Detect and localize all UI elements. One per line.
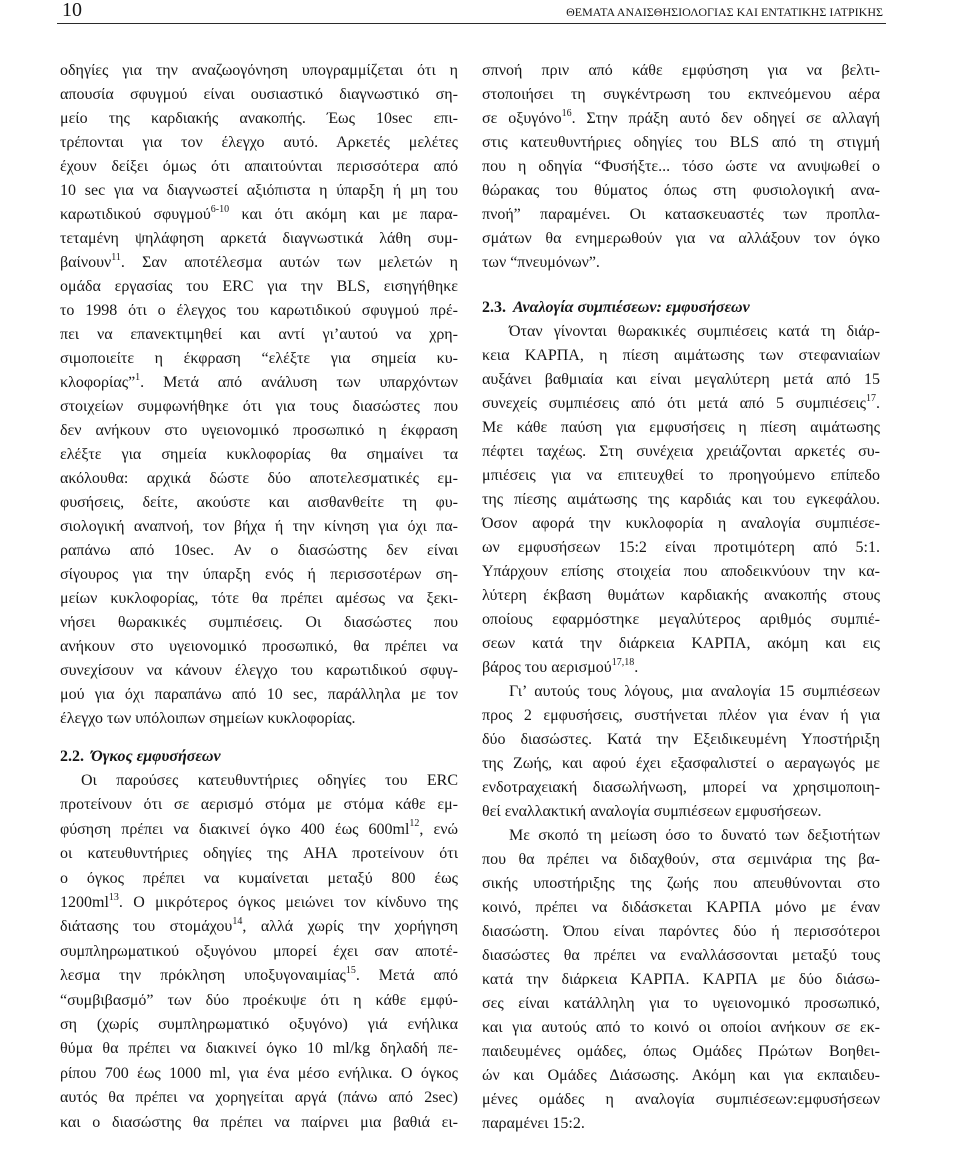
section-title: Όγκος εμφυσήσεων — [91, 748, 221, 765]
reference-superscript: 12 — [409, 818, 420, 830]
running-header: ΘΕΜΑΤΑ ΑΝΑΙΣΘΗΣΙΟΛΟΓΙΑΣ ΚΑΙ ΕΝΤΑΤΙΚΗΣ ΙΑΤΡΙΚΗΣ — [566, 5, 883, 19]
reference-superscript: 17 — [866, 392, 876, 404]
text-line: έλεγχο των υπόλοιπων σημείων κυκλοφορίας. — [60, 710, 356, 727]
text-line: σιολογική αναπνοή, τον βήχα ή την κίνηση για όχι πα- — [60, 518, 458, 535]
text-segment: σε οξυγόνο — [482, 110, 562, 127]
text-line — [60, 818, 458, 842]
text-line: στοποιήσει τη συγκέντρωση του εκπνεόμενου αέρα — [482, 86, 880, 103]
section-title: Αναλογία συμπιέσεων: εμφυσήσεων — [513, 299, 750, 316]
text-line: ων εμφυσήσεων 15:2 είναι προτιμότερη από 5:1. — [482, 539, 880, 556]
text-line: και ο διασώστης θα πρέπει να παίρνει μια βαθιά ει- — [60, 1113, 458, 1131]
text-line: σμάτων θα ενημερωθούν για να αλλάξουν τον όγκο — [482, 230, 880, 247]
text-line: Με κάθε παύση για εμφυσήσεις η πίεση αιμάτωσης — [482, 419, 880, 436]
text-line: Όσον αφορά την κυκλοφορία η αναλογία συμπιέσε- — [482, 515, 880, 532]
text-segment: . Μετά από ανάλυση των υπαρχόντων — [140, 374, 458, 391]
text-line — [60, 964, 458, 988]
text-line: δύο διασώστες. Κατά την Εξειδικευμένη Υποστήριξη — [482, 731, 880, 748]
text-line: της πίεσης αιμάτωσης της καρδιάς και του εγκεφάλου. — [482, 491, 880, 508]
text-line: μού για όχι παραπάνω από 10 sec, παράλληλα με τον — [60, 686, 458, 703]
text-line: “συμβιβασμό” των δύο προέκυψε ότι η κάθε εμφύ- — [60, 991, 458, 1009]
text-line: οδηγίες για την αναζωογόνηση υπογραμμίζεται ότι η — [60, 62, 458, 79]
text-line: σεων κατά την διάρκεια ΚΑΡΠΑ, ακόμη και εις — [482, 635, 880, 652]
text-line: ενδοτραχειακή διασωλήνωση, μπορεί να χρησιμοποιη- — [482, 779, 880, 796]
text-line: τεταμένη ψηλάφηση αρκετά διαγνωστικά λάθη συμ- — [60, 230, 458, 247]
section-heading — [60, 745, 458, 769]
text-line: έχουν δείξει όμως ότι απαιτούνται περισσότερα από — [60, 158, 458, 175]
paragraph — [482, 320, 880, 680]
text-line — [60, 251, 458, 275]
text-line: θύμα θα πρέπει να διακινεί όγκο 10 ml/kg δηλαδή πε- — [60, 1040, 458, 1058]
text-line: προτείνουν ότι σε αερισμό στόμα με στόμα κάθε εμ- — [60, 796, 458, 814]
text-line: Με σκοπό τη μείωση όσο το δυνατό των δεξιοτήτων — [509, 827, 880, 844]
text-segment: . Μετά από — [355, 967, 459, 985]
text-line — [60, 891, 458, 915]
text-line: κατά την διάρκεια ΚΑΡΠΑ. ΚΑΡΠΑ με δύο διάσω- — [482, 971, 880, 988]
text-line: πέφτει ταχέως. Στη συνέχεια χρειάζονται αρκετές συ- — [482, 443, 880, 460]
text-line: Όταν γίνονται θωρακικές συμπιέσεις κατά τη διάρ- — [509, 323, 880, 340]
left-column — [60, 59, 458, 1135]
text-line: θώρακας του θύματος όπως στη φυσιολογική ανα- — [482, 182, 880, 199]
text-line: των “πνευμόνων”. — [482, 254, 600, 271]
text-line: ελέξτε για σημεία κυκλοφορίας θα σημαίνει τα — [60, 446, 458, 463]
section-number: 2.2. — [60, 748, 84, 765]
text-line: Οι παρούσες κατευθυντήριες οδηγίες του ERC — [81, 772, 458, 789]
text-line: μείων κυκλοφορίας, τότε θα πρέπει αμέσως να ξεκι- — [60, 590, 458, 607]
text-line: σπνοή πριν από κάθε εμφύσηση για να βελτι- — [482, 62, 880, 79]
reference-superscript: 11 — [111, 251, 121, 263]
text-line: σικής υποστήριξης της ζωής που απευθύνονται στο — [482, 875, 880, 892]
text-line: παραμένει 15:2. — [482, 1115, 585, 1132]
text-line: μένες ομάδες η αναλογία συμπιέσεων:εμφυσήσεων — [482, 1091, 880, 1108]
paragraph — [482, 680, 880, 824]
text-segment: . Στην πράξη αυτό δεν οδηγεί σε αλλαγή — [571, 110, 881, 127]
text-line: Υπάρχουν επίσης στοιχεία που αποδεικνύουν την κα- — [482, 563, 880, 580]
reference-superscript: 13 — [108, 891, 119, 903]
text-line: στις κατευθυντήριες οδηγίες του BLS από τη στιγμή — [482, 134, 880, 151]
text-segment: βάρος του αερισμού — [482, 659, 612, 676]
text-line: που η οδηγία “Φυσήξτε... τόσο ώστε να ανυψωθεί ο — [482, 158, 880, 175]
text-line: φυσήσεις, δείτε, ακούστε και αισθανθείτε τη φυ- — [60, 494, 458, 511]
text-line: διασώστη. Όπου είναι παρόντες δύο ή περισσότεροι — [482, 923, 880, 940]
section-heading — [482, 296, 880, 320]
paragraph — [482, 824, 880, 1136]
text-line: ομάδα εργασίας του ERC για την BLS, εισηγήθηκε — [60, 278, 458, 295]
text-line — [60, 371, 458, 395]
text-segment: . — [634, 659, 639, 676]
text-segment: , ενώ — [419, 820, 459, 838]
text-line: Γι’ αυτούς τους λόγους, μια αναλογία 15 συμπιέσεων — [509, 683, 880, 700]
text-line: σες είναι κατάλληλη για το υγειονομικό προσωπικό, — [482, 995, 880, 1012]
text-line: θεί εναλλακτική αναλογία συμπιέσεων εμφυσήσεων. — [482, 803, 822, 820]
text-line: οι κατευθυντήριες οδηγίες της AHA προτείνουν ότι — [60, 845, 458, 863]
text-line: κεια ΚΑΡΠΑ, η πίεση αιμάτωσης των στεφανιαίων — [482, 347, 880, 364]
text-line: συμπληρωματικού οξυγόνου μπορεί έχει σαν αποτέ- — [60, 942, 458, 960]
text-segment: φύσηση πρέπει να διακινεί όγκο 400 έως 600ml — [60, 820, 410, 838]
paragraph — [60, 59, 458, 731]
text-line: ακόλουθα: αρχικά δώστε δύο αποτελεσματικές εμ- — [60, 470, 458, 487]
text-line: κοινό, πρέπει να διδάσκεται ΚΑΡΠΑ μόνο με έναν — [482, 899, 880, 916]
text-segment: βαίνουν — [60, 254, 112, 271]
text-line: ανήκουν στο υγειονομικό προσωπικό, θα πρέπει να — [60, 638, 458, 655]
text-line: 10 sec για να διαγνωστεί αξιόπιστα η ύπαρξη ή μη του — [60, 182, 458, 199]
text-line: ραπάνω από 10sec. Αν ο διασώστης δεν είναι — [60, 542, 458, 559]
text-line: απουσία σφυγμού είναι ουσιαστικό διαγνωστικό ση- — [60, 86, 458, 103]
text-line: σιμοποιείτε η έκφραση “ελέξτε για σημεία κυ- — [60, 350, 458, 367]
reference-superscript: 6-10 — [210, 203, 230, 215]
page-number: 10 — [62, 0, 82, 21]
text-line: σίγουρος για την ύπαρξη ενός ή περισσοτέρων ση- — [60, 566, 458, 583]
text-line: ση (χωρίς συμπληρωματικό οξυγόνο) γιά ενήλικα — [60, 1016, 458, 1034]
text-line: μπιέσεις για να επιτευχθεί το προηγούμενο επίπεδο — [482, 467, 880, 484]
text-line: τρέπονται για τον έλεγχο αυτό. Αρκετές μελέτες — [60, 134, 458, 151]
text-segment: 1200ml — [60, 894, 109, 912]
reference-superscript: 1 — [135, 371, 141, 383]
text-line: οποίους εφαρμόστηκε μεγαλύτερος αριθμός συμπιέ- — [482, 611, 880, 628]
text-line: λύτερη έκβαση θυμάτων καρδιακής ανακοπής στους — [482, 587, 880, 604]
text-line: συνεχίσουν να κάνουν έλεγχο του καρωτιδικού σφυγ- — [60, 662, 458, 679]
text-line — [60, 203, 458, 227]
text-line: δεν ανήκουν στο υγειονομικό προσωπικό η έκφραση — [60, 422, 458, 439]
text-line: πει να επανεκτιμηθεί και αντί γι’αυτού να χρη- — [60, 326, 458, 343]
right-column — [482, 59, 880, 1136]
reference-superscript: 14 — [232, 916, 243, 928]
text-line — [482, 107, 880, 131]
text-line: διασώστες θα πρέπει να εναλλάσσονται μεταξύ τους — [482, 947, 880, 964]
section-number: 2.3. — [482, 299, 506, 316]
reference-superscript: 17,18 — [611, 656, 635, 668]
text-line: προς 2 εμφυσήσεις, συστήνεται πλέον για έναν ή για — [482, 707, 880, 724]
text-line: παιδευμένες ομάδες, όπως Ομάδες Πρώτων Βοηθει- — [482, 1043, 880, 1060]
text-segment: . — [876, 395, 880, 412]
text-line: και για αυτούς από το κοινό οι οποίοι ανήκουν σε εκ- — [482, 1019, 880, 1036]
text-line: αυξάνει βαθμιαία και είναι μεγαλύτερη μετά από 15 — [482, 371, 880, 388]
text-line: ο όγκος πρέπει να κυμαίνεται μεταξύ 800 έως — [60, 869, 458, 887]
text-segment: κλοφορίας” — [60, 374, 136, 391]
text-segment: λεσμα την πρόκληση υποξυγοναιμίας — [60, 967, 346, 985]
text-line: νήσει θωρακικές συμπιέσεις. Οι διασώστες που — [60, 614, 458, 631]
text-line — [482, 656, 880, 680]
text-line: το 1998 ότι ο έλεγχος του καρωτιδικού σφυγμού πρέ- — [60, 302, 458, 319]
text-segment: και ότι ακόμη και με παρα- — [229, 206, 458, 223]
text-line: αυτός θα πρέπει να χορηγείται αργά (πάνω από 2sec) — [60, 1089, 458, 1107]
text-segment: καρωτιδικού σφυγμού — [60, 206, 211, 223]
text-line: στοιχείων συμφωνήθηκε ότι για τους διασώστες που — [60, 398, 458, 415]
paragraph — [482, 59, 880, 275]
text-segment: . Σαν αποτέλεσμα αυτών των μελετών η — [120, 254, 458, 271]
text-line: ρίπου 700 έως 1000 ml, για ένα μέσο ενήλικα. Ο όγκος — [60, 1064, 458, 1082]
reference-superscript: 16 — [561, 107, 572, 119]
text-line: που θα πρέπει να διδαχθούν, στα σεμινάρια της βα- — [482, 851, 880, 868]
text-line: μείο της καρδιακής ανακοπής. Έως 10sec επι- — [60, 110, 458, 127]
text-segment: συνεχείς συμπιέσεις από ότι μετά από 5 συμπιέσεις — [482, 395, 866, 412]
text-segment: . Ο μικρότερος όγκος μειώνει τον κίνδυνο της — [118, 894, 458, 912]
text-segment: διάτασης του στομάχου — [60, 918, 233, 936]
text-line — [482, 392, 880, 416]
text-segment: , αλλά χωρίς την χορήγηση — [242, 918, 459, 936]
text-line: της Ζωής, και αφού έχει εξασφαλιστεί ο αεραγωγός με — [482, 755, 880, 772]
paragraph — [60, 769, 458, 1135]
text-line: πνοή” παραμένει. Οι κατασκευαστές των προπλα- — [482, 206, 880, 223]
header-rule — [57, 23, 886, 24]
reference-superscript: 15 — [345, 964, 356, 976]
text-line: ών και Ομάδες Διάσωσης. Ακόμη και για εκπαιδευ- — [482, 1067, 880, 1084]
text-line — [60, 915, 458, 939]
